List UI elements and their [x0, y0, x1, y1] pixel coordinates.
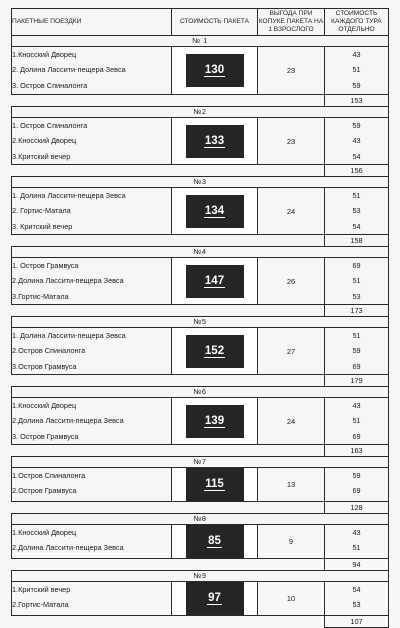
package-price: 85 [208, 535, 221, 547]
each-price-value: 59 [352, 121, 361, 130]
package-total: 163 [325, 445, 389, 457]
package-gain: 10 [258, 582, 325, 616]
header-gain: ВЫГОДА ПРИ КОПУКЕ ПАКЕТА НА 1 ВЗРОСЛОГО [258, 9, 325, 36]
tour-name: 3.Остров Грамвуса [12, 361, 77, 371]
package-price-cell [172, 468, 258, 502]
total-spacer [12, 95, 325, 107]
each-price-cell [325, 328, 389, 375]
total-spacer [12, 305, 325, 317]
package-number-row [12, 247, 389, 258]
total-spacer [12, 616, 325, 628]
tour-name: 1.Кносский Дворец [12, 401, 77, 410]
each-price-value: 69 [352, 486, 361, 496]
each-price-value: 43 [352, 401, 361, 410]
each-price-value: 51 [352, 416, 361, 426]
each-price-cell [325, 258, 389, 305]
each-price-value: 69 [352, 261, 361, 270]
package-total-row [12, 616, 389, 628]
package-number-row [12, 36, 389, 47]
tour-name: 2.Гортис-Матала [12, 600, 69, 610]
package-number: №3 [12, 177, 389, 188]
package-number-row [12, 317, 389, 328]
package-number: №5 [12, 317, 389, 328]
package-total: 173 [325, 305, 389, 317]
package-tours-cell [12, 582, 172, 616]
package-number-row [12, 107, 389, 118]
package-price: 130 [204, 64, 225, 76]
package-gain: 23 [258, 47, 325, 95]
each-price-cell [325, 468, 389, 502]
package-gain: 13 [258, 468, 325, 502]
package-number-row [12, 387, 389, 398]
each-price-value: 59 [352, 471, 361, 480]
tour-name: 2. Гортис-Матала [12, 206, 71, 216]
package-price: 147 [204, 274, 225, 287]
package-price: 139 [204, 414, 225, 427]
package-tours-cell [12, 188, 172, 235]
package-number-row [12, 457, 389, 468]
package-total-row [12, 165, 389, 177]
package-price-box [186, 525, 244, 558]
header-tours: ПАКЕТНЫЕ ПОЕЗДКИ [12, 9, 172, 36]
each-price-value: 51 [352, 543, 361, 553]
package-total: 179 [325, 375, 389, 387]
package-number: №2 [12, 107, 389, 118]
tour-name: 2.Остров Спиналонга [12, 346, 86, 356]
package-price-cell [172, 118, 258, 165]
tour-name: 2.Долина Лассити-пещера Зевса [12, 276, 124, 286]
tour-name: 3. Остров Спиналонга [12, 80, 88, 90]
package-total-row [12, 445, 389, 457]
package-tours-cell [12, 398, 172, 445]
package-price-cell [172, 47, 258, 95]
package-total-row [12, 502, 389, 514]
tour-name: 1. Долина Лассити-пещера Зевса [12, 191, 126, 200]
tour-name: 1.Кносский Дворец [12, 50, 77, 59]
package-number-row [12, 514, 389, 525]
each-price-value: 59 [352, 346, 361, 356]
tour-name: 2.Остров Грамвуса [12, 486, 77, 496]
each-price-value: 69 [352, 361, 361, 371]
package-number: №6 [12, 387, 389, 398]
each-price-value: 53 [352, 291, 361, 301]
each-price-cell [325, 582, 389, 616]
package-price-box [186, 468, 244, 501]
package-total: 153 [325, 95, 389, 107]
package-row [12, 468, 389, 502]
package-price: 133 [204, 134, 225, 147]
header-each-price: СТОИМОСТЬ КАЖДОГО ТУРА ОТДЕЛЬНО [325, 9, 389, 36]
package-row [12, 328, 389, 375]
package-total: 158 [325, 235, 389, 247]
package-price-box [186, 335, 244, 368]
package-price-box [186, 582, 244, 615]
each-price-cell [325, 118, 389, 165]
package-tours-cell [12, 468, 172, 502]
package-gain: 27 [258, 328, 325, 375]
package-row [12, 188, 389, 235]
tour-name: 1. Остров Спиналонга [12, 121, 88, 130]
package-price-box [186, 125, 244, 158]
package-tours-cell [12, 118, 172, 165]
package-total-row [12, 559, 389, 571]
tour-name: 2. Долина Лассити-пещера Зевса [12, 65, 126, 75]
package-total: 128 [325, 502, 389, 514]
tour-name: 2.Кносский Дворец [12, 136, 77, 146]
package-gain: 24 [258, 398, 325, 445]
package-row [12, 258, 389, 305]
each-price-cell [325, 47, 389, 95]
tour-name: 3. Остров Грамвуса [12, 431, 79, 441]
each-price-value: 54 [352, 151, 361, 161]
package-price-box [186, 405, 244, 438]
package-total-row [12, 95, 389, 107]
package-price: 115 [205, 478, 224, 490]
package-row [12, 47, 389, 95]
package-price: 134 [204, 204, 225, 217]
total-spacer [12, 235, 325, 247]
package-tours-cell [12, 328, 172, 375]
tour-name: 3. Критский вечер [12, 221, 73, 231]
each-price-value: 54 [352, 221, 361, 231]
package-gain: 24 [258, 188, 325, 235]
each-price-value: 59 [352, 80, 361, 90]
package-price-box [186, 265, 244, 298]
each-price-value: 69 [352, 431, 361, 441]
package-gain: 23 [258, 118, 325, 165]
each-price-cell [325, 188, 389, 235]
each-price-value: 53 [352, 600, 361, 610]
package-tours-cell [12, 258, 172, 305]
each-price-value: 51 [352, 65, 361, 75]
package-row [12, 118, 389, 165]
package-gain: 9 [258, 525, 325, 559]
package-number-row [12, 177, 389, 188]
tour-name: 3.Гортис-Матала [12, 291, 69, 301]
tour-name: 1. Остров Грамвуса [12, 261, 79, 270]
package-price-cell [172, 398, 258, 445]
package-total-row [12, 235, 389, 247]
package-row [12, 398, 389, 445]
package-price-cell [172, 258, 258, 305]
package-tours-cell [12, 525, 172, 559]
each-price-value: 53 [352, 206, 361, 216]
package-price-cell [172, 525, 258, 559]
total-spacer [12, 165, 325, 177]
package-price: 97 [208, 592, 221, 604]
package-total-row [12, 375, 389, 387]
package-total: 94 [325, 559, 389, 571]
package-total-row [12, 305, 389, 317]
package-number: №4 [12, 247, 389, 258]
package-price-cell [172, 328, 258, 375]
each-price-value: 51 [352, 331, 361, 340]
package-gain: 26 [258, 258, 325, 305]
tour-name: 1.Кносский Дворец [12, 528, 77, 537]
package-tours-cell [12, 47, 172, 95]
tour-name: 3.Критский вечер [12, 151, 71, 161]
each-price-value: 43 [352, 528, 361, 537]
header-package-price: СТОИМОСТЬ ПАКЕТА [172, 9, 258, 36]
package-price-box [186, 195, 244, 228]
each-price-cell [325, 525, 389, 559]
packages-table [11, 8, 389, 628]
package-number: №7 [12, 457, 389, 468]
package-price-box [186, 54, 244, 87]
tour-name: 1.Критский вечер [12, 585, 71, 594]
each-price-value: 51 [352, 191, 361, 200]
total-spacer [12, 559, 325, 571]
each-price-value: 43 [352, 50, 361, 59]
package-number: № 1 [12, 36, 389, 47]
package-row [12, 525, 389, 559]
tour-name: 1. Долина Лассити-пещера Зевса [12, 331, 126, 340]
total-spacer [12, 502, 325, 514]
each-price-cell [325, 398, 389, 445]
tour-name: 2.Долина Лассити-пещера Зевса [12, 543, 124, 553]
package-total: 156 [325, 165, 389, 177]
each-price-value: 54 [352, 585, 361, 594]
total-spacer [12, 375, 325, 387]
total-spacer [12, 445, 325, 457]
tour-name: 2.Долина Лассити-пещера Зевса [12, 416, 124, 426]
package-number: №9 [12, 571, 389, 582]
header-row [12, 9, 389, 36]
package-number-row [12, 571, 389, 582]
package-number: №8 [12, 514, 389, 525]
package-total: 107 [325, 616, 389, 628]
packages-body [12, 36, 389, 628]
package-row [12, 582, 389, 616]
each-price-value: 51 [352, 276, 361, 286]
package-price-cell [172, 188, 258, 235]
each-price-value: 43 [352, 136, 361, 146]
tour-name: 1.Остров Спиналонга [12, 471, 86, 480]
package-price: 152 [204, 344, 225, 357]
package-price-cell [172, 582, 258, 616]
